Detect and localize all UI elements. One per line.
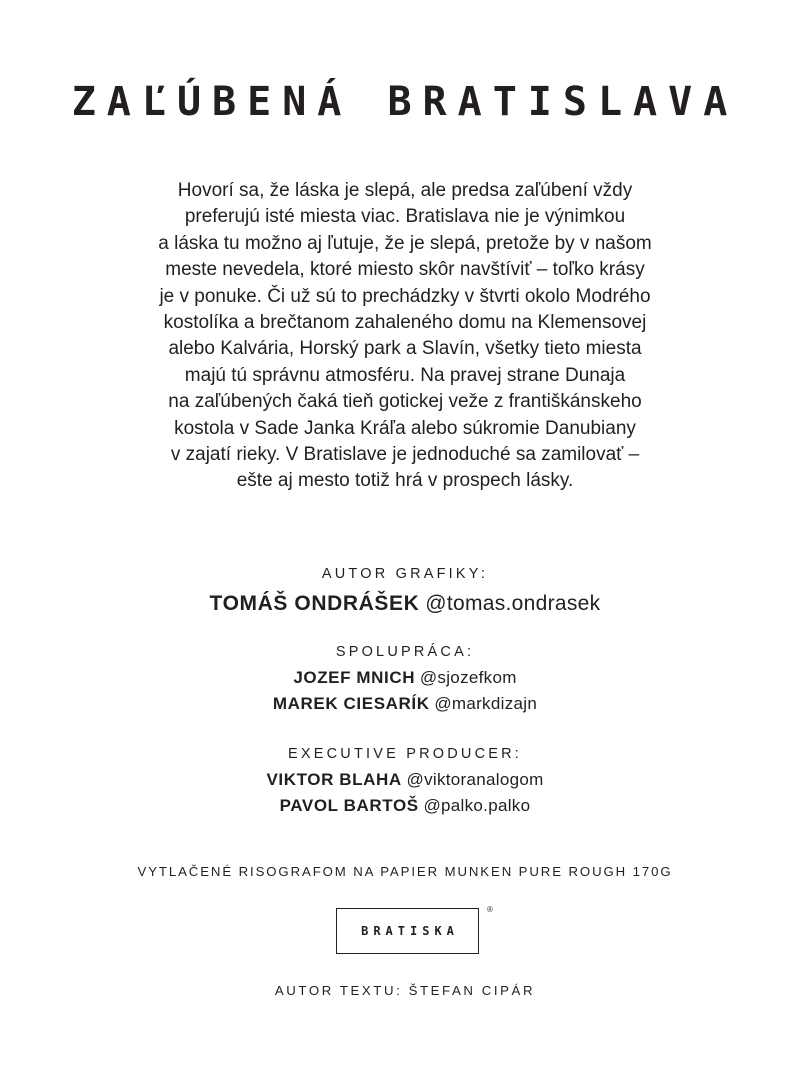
collaborator-credit xyxy=(0,691,810,717)
intro-line: meste nevedela, ktoré miesto skôr navštíviť – toľko krásy xyxy=(165,259,645,281)
credit-handle: @markdizajn xyxy=(434,694,538,713)
graphics-author-section xyxy=(0,565,810,619)
credit-handle: @palko.palko xyxy=(423,796,531,815)
executive-producer-section xyxy=(0,745,810,819)
intro-line: kostola v Sade Janka Kráľa alebo súkromie Danubiany xyxy=(174,417,636,439)
credit-name: MAREK CIESARÍK xyxy=(272,694,430,713)
credit-handle: @viktoranalogom xyxy=(406,770,544,789)
text-author-credit: AUTOR TEXTU: ŠTEFAN CIPÁR xyxy=(274,983,536,998)
intro-line: na zaľúbených čaká tieň gotickej veže z františkánskeho xyxy=(168,391,642,413)
collaboration-section xyxy=(0,643,810,717)
collaborator-credit xyxy=(0,665,810,691)
print-note: VYTLAČENÉ RISOGRAFOM NA PAPIER MUNKEN PURE ROUGH 170G xyxy=(137,864,673,879)
collaboration-label: SPOLUPRÁCA: xyxy=(335,644,475,660)
intro-line: a láska tu možno aj ľutuje, že je slepá, pretože by v našom xyxy=(158,232,652,254)
producer-credit xyxy=(0,767,810,793)
producer-credit xyxy=(0,793,810,819)
credit-handle: @tomas.ondrasek xyxy=(425,592,601,615)
credit-name: VIKTOR BLAHA xyxy=(266,770,402,789)
registered-mark-icon: ® xyxy=(487,905,493,914)
graphics-author-credit xyxy=(0,589,810,619)
bratiska-logo xyxy=(336,908,479,954)
intro-line: v zajatí rieky. V Bratislave je jednoduché sa zamilovať – xyxy=(170,444,640,466)
credit-name: PAVOL BARTOŠ xyxy=(279,796,419,815)
graphics-author-label: AUTOR GRAFIKY: xyxy=(321,566,489,582)
intro-line: je v ponuke. Či už sú to prechádzky v štvrti okolo Modrého xyxy=(159,285,651,307)
page-title: ZAĽÚBENÁ BRATISLAVA xyxy=(71,79,739,125)
intro-line: ešte aj mesto totiž hrá v prospech lásky. xyxy=(236,470,574,492)
credit-name: TOMÁŠ ONDRÁŠEK xyxy=(209,592,420,615)
credit-name: JOZEF MNICH xyxy=(293,668,416,687)
intro-line: kostolíka a brečtanom zahaleného domu na Klemensovej xyxy=(163,312,647,334)
credit-handle: @sjozefkom xyxy=(419,668,517,687)
intro-line: alebo Kalvária, Horský park a Slavín, všetky tieto miesta xyxy=(168,338,642,360)
intro-paragraph xyxy=(60,178,750,495)
intro-line: Hovorí sa, že láska je slepá, ale predsa zaľúbení vždy xyxy=(177,180,633,201)
executive-producer-label: EXECUTIVE PRODUCER: xyxy=(287,746,523,762)
intro-line: majú tú správnu atmosféru. Na pravej strane Dunaja xyxy=(184,364,626,386)
intro-line: preferujú isté miesta viac. Bratislava nie je výnimkou xyxy=(184,206,626,228)
logo-text: BRATISKA xyxy=(361,924,459,938)
